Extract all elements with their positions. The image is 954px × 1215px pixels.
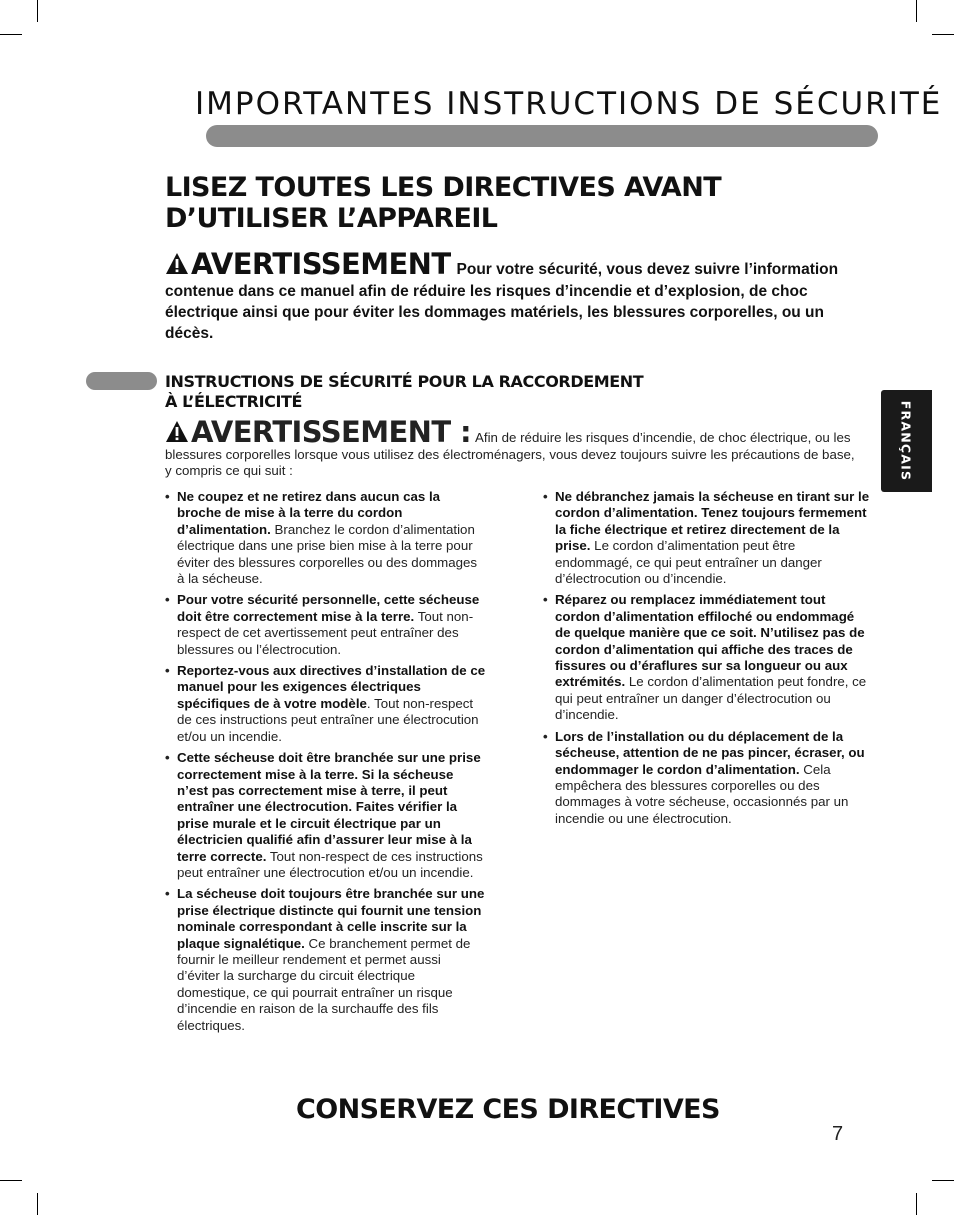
list-item-text: Branchez le cordon d’alimentation électrique dans une prise bien mise à la terre pour éviter des blessures corporelles ou des dommages à la sécheuse. <box>177 521 478 587</box>
warning-triangle-icon <box>165 420 189 447</box>
main-heading-line2: D’UTILISER L’APPAREIL <box>165 203 498 234</box>
warning-label: AVERTISSEMENT <box>191 247 451 281</box>
intro-warning <box>165 247 845 344</box>
list-item-bold: Ne débranchez jamais la sécheuse en tirant sur le cordon d’alimentation. Tenez toujours fermement la fiche électrique et retirez directement de la prise. <box>555 489 870 554</box>
footer-heading: CONSERVEZ CES DIRECTIVES <box>296 1094 720 1125</box>
list-item-bold: Réparez ou remplacez immédiatement tout cordon d’alimentation effiloché ou endommagé de quelque manière que ce soit. N’utilisez pas de cordon d’alimentation qui affiche des traces de fissures ou d’éraflures sur sa longueur ou aux extrémités. <box>555 592 865 690</box>
crop-mark <box>916 1193 917 1215</box>
warning-label: AVERTISSEMENT : <box>191 415 472 449</box>
crop-mark <box>932 1180 954 1181</box>
warning-triangle-icon <box>165 252 189 281</box>
list-item-text: Tout non-respect de ces instructions peut entraîner une électrocution et/ou un incendie. <box>177 848 483 880</box>
crop-mark <box>0 34 22 35</box>
list-item-text: Tout non-respect de cet avertissement peut entraîner des blessures ou l’électrocution. <box>177 608 474 657</box>
list-item-text: Cela empêchera des blessures corporelles ou des dommages à votre sécheuse, occasionnés par un incendie ou une électrocution. <box>555 761 849 826</box>
list-item <box>543 592 873 723</box>
list-item-bold: Cette sécheuse doit être branchée sur une prise correctement mise à la terre. Si la sécheuse n’est pas correctement mise à terre, il peut entraîner une électrocution. Faites vérifier la prise murale et le circuit électrique par un électricien qualifié afin d’assurer leur mise à la terre correcte. <box>177 750 481 864</box>
list-item-text: Le cordon d’alimentation peut fondre, ce qui peut entraîner un danger d’électrocution ou d’incendie. <box>555 674 867 723</box>
list-item <box>165 886 487 1034</box>
list-item-text: Ce branchement permet de fournir le meilleur rendement et permet aussi d’éviter la surcharge du circuit électrique domestique, ce qui pourrait entraîner un risque d’incendie en raison de la surchauffe des fils électriques. <box>177 935 471 1033</box>
list-item-bold: Reportez-vous aux directives d’installation de ce manuel pour les exigences électriques spécifiques de à votre modèle <box>177 663 486 711</box>
list-item-bold: Ne coupez et ne retirez dans aucun cas la broche de mise à la terre du cordon d’alimentation. <box>177 489 441 537</box>
section-heading-line1: INSTRUCTIONS DE SÉCURITÉ POUR LA RACCORDEMENT <box>165 372 644 391</box>
crop-mark <box>916 0 917 22</box>
list-item-bold: Lors de l’installation ou du déplacement de la sécheuse, attention de ne pas pincer, écraser, ou endommager le cordon d’alimentation. <box>555 728 865 777</box>
section-warning-text: Afin de réduire les risques d’incendie, de choc électrique, ou les blessures corporelles lorsque vous utilisez des électroménagers, vous devez toujours suivre les précautions de base, y compris ce qui suit : <box>165 430 855 478</box>
left-instruction-list <box>165 489 487 1039</box>
page-title: IMPORTANTES INSTRUCTIONS DE SÉCURITÉ <box>195 86 943 122</box>
list-item <box>165 750 487 881</box>
section-warning <box>165 415 855 479</box>
list-item-text: Le cordon d’alimentation peut être endommagé, ce qui peut entraîner un danger d’électrocution ou d’incendie. <box>555 538 822 587</box>
language-tab-label: FRANÇAIS <box>898 400 914 482</box>
title-underline-bar <box>206 125 878 147</box>
list-item-bold: Pour votre sécurité personnelle, cette sécheuse doit être correctement mise à la terre. <box>177 592 480 624</box>
list-item <box>543 489 873 587</box>
section-marker-pill <box>86 372 157 390</box>
intro-warning-text: Pour votre sécurité, vous devez suivre l’information contenue dans ce manuel afin de réduire les risques d’incendie et d’explosion, de choc électrique ainsi que pour éviter les dommages matériels, les blessures corporelles, ou un décès. <box>165 261 839 342</box>
section-heading <box>165 372 725 412</box>
crop-mark <box>0 1180 22 1181</box>
list-item <box>165 592 487 658</box>
crop-mark <box>932 34 954 35</box>
list-item-bold: La sécheuse doit toujours être branchée sur une prise électrique distincte qui fournit une tension nominale correspondant à celle inscrite sur la plaque signalétique. <box>177 886 485 951</box>
list-item <box>165 663 487 745</box>
list-item <box>543 729 873 827</box>
language-side-tab <box>881 390 932 492</box>
main-heading <box>165 172 805 234</box>
page-number: 7 <box>832 1123 844 1145</box>
section-heading-line2: À L’ÉLECTRICITÉ <box>165 392 303 411</box>
main-heading-line1: LISEZ TOUTES LES DIRECTIVES AVANT <box>165 172 722 203</box>
crop-mark <box>37 0 38 22</box>
list-item <box>165 489 487 587</box>
crop-mark <box>37 1193 38 1215</box>
right-instruction-list <box>543 489 873 832</box>
list-item-text: . Tout non-respect de ces instructions peut entraîner une électrocution et/ou un incendie. <box>177 695 479 744</box>
